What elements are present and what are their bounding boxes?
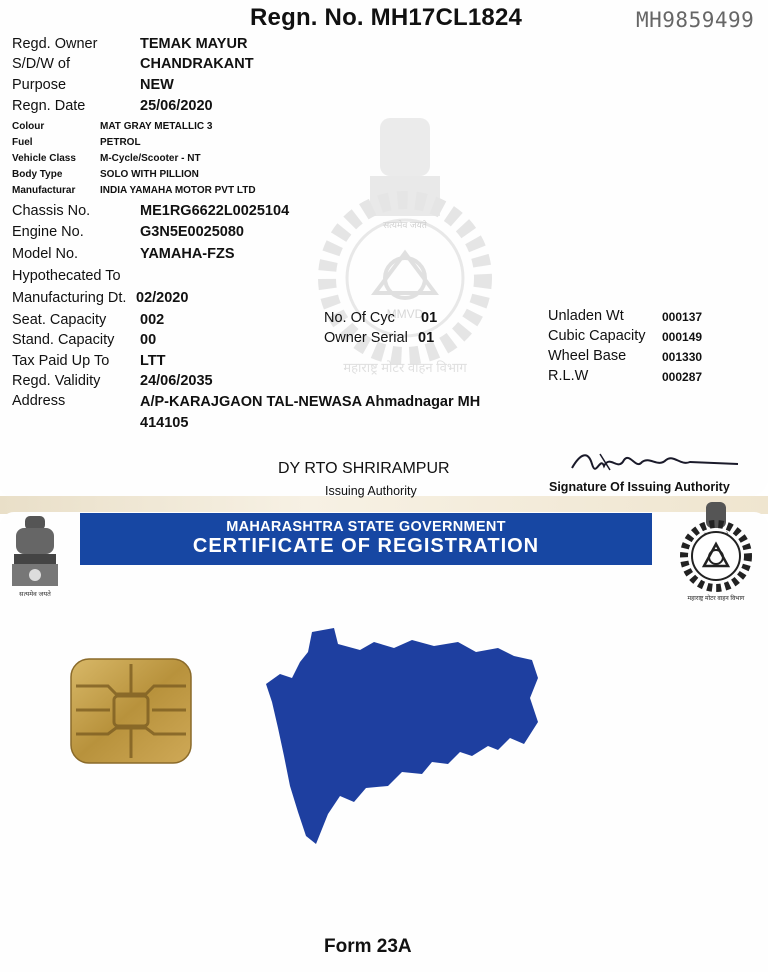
seat-capacity-value: 002 bbox=[140, 312, 165, 328]
tax-paid-value: LTT bbox=[140, 353, 166, 369]
owner-serial-value: 01 bbox=[418, 330, 435, 346]
banner-certificate-line: CERTIFICATE OF REGISTRATION bbox=[192, 535, 540, 557]
colour-value: MAT GRAY METALLIC 3 bbox=[100, 121, 213, 132]
smart-chip-icon bbox=[70, 658, 192, 764]
mmvd-watermark-icon bbox=[300, 118, 510, 388]
national-emblem-icon bbox=[6, 514, 64, 600]
validity-value: 24/06/2035 bbox=[140, 373, 213, 389]
manufacturer-label: Manufacturar bbox=[12, 185, 76, 196]
wheel-base-value: 001330 bbox=[662, 350, 703, 364]
signature-mark bbox=[570, 446, 740, 476]
issuer-name: DY RTO SHRIRAMPUR bbox=[278, 460, 450, 477]
signature-caption: Signature Of Issuing Authority bbox=[549, 480, 730, 494]
unladen-wt-value: 000137 bbox=[662, 310, 703, 324]
manufacturing-value: 02/2020 bbox=[136, 290, 189, 306]
watermark-arc-text: महाराष्ट्र मोटर वाहन विभाग bbox=[343, 360, 467, 375]
engine-value: G3N5E0025080 bbox=[140, 224, 244, 240]
relation-value: CHANDRAKANT bbox=[140, 56, 254, 72]
manufacturer-value: INDIA YAMAHA MOTOR PVT LTD bbox=[100, 185, 256, 196]
address-line1: A/P-KARAJGAON TAL-NEWASA Ahmadnagar MH bbox=[140, 394, 481, 410]
maharashtra-map-icon bbox=[262, 626, 540, 848]
cyc-value: 01 bbox=[421, 310, 438, 326]
registration-banner bbox=[80, 513, 652, 565]
purpose-label: Purpose bbox=[12, 77, 67, 93]
wheel-base-label: Wheel Base bbox=[548, 348, 627, 364]
watermark-seal-text: MMVD bbox=[386, 307, 424, 321]
rlw-label: R.L.W bbox=[548, 368, 589, 384]
validity-label: Regd. Validity bbox=[12, 373, 101, 389]
mmvd-gear-seal-icon bbox=[676, 500, 756, 604]
colour-label: Colour bbox=[12, 121, 45, 132]
owner-label: Regd. Owner bbox=[12, 36, 98, 52]
rlw-value: 000287 bbox=[662, 370, 703, 384]
form-number: Form 23A bbox=[324, 936, 412, 957]
stand-capacity-label: Stand. Capacity bbox=[12, 332, 115, 348]
stand-capacity-value: 00 bbox=[140, 332, 157, 348]
fuel-value: PETROL bbox=[100, 137, 141, 148]
chassis-value: ME1RG6622L0025104 bbox=[140, 203, 290, 219]
relation-label: S/D/W of bbox=[12, 56, 71, 72]
tax-paid-label: Tax Paid Up To bbox=[12, 353, 110, 369]
body-type-label: Body Type bbox=[12, 169, 63, 180]
cyc-label: No. Of Cyc bbox=[324, 310, 395, 326]
model-value: YAMAHA-FZS bbox=[140, 246, 235, 262]
right-emblem-arc: महाराष्ट्र मोटर वाहन विभाग bbox=[687, 596, 745, 602]
regn-date-label: Regn. Date bbox=[12, 98, 86, 114]
address-line2: 414105 bbox=[140, 415, 189, 431]
model-label: Model No. bbox=[12, 246, 79, 262]
manufacturing-label: Manufacturing Dt. bbox=[12, 290, 127, 306]
regn-date-value: 25/06/2020 bbox=[140, 98, 213, 114]
vehicle-class-value: M-Cycle/Scooter - NT bbox=[100, 153, 201, 164]
purpose-value: NEW bbox=[140, 77, 174, 93]
address-label: Address bbox=[12, 393, 66, 409]
fuel-label: Fuel bbox=[12, 137, 33, 148]
issuer-caption: Issuing Authority bbox=[325, 484, 417, 498]
cubic-capacity-label: Cubic Capacity bbox=[548, 328, 646, 344]
body-type-value: SOLO WITH PILLION bbox=[100, 169, 199, 180]
seat-capacity-label: Seat. Capacity bbox=[12, 312, 107, 328]
banner-state-line: MAHARASHTRA STATE GOVERNMENT bbox=[226, 519, 506, 535]
stamped-serial-number: MH9859499 bbox=[636, 8, 755, 32]
owner-serial-label: Owner Serial bbox=[324, 330, 408, 346]
hypothecated-label: Hypothecated To bbox=[12, 268, 121, 284]
watermark-motto: सत्यमेव जयते bbox=[383, 220, 427, 230]
registration-number-title: Regn. No. MH17CL1824 bbox=[250, 4, 523, 31]
owner-value: TEMAK MAYUR bbox=[140, 36, 248, 52]
chassis-label: Chassis No. bbox=[12, 203, 91, 219]
unladen-wt-label: Unladen Wt bbox=[548, 308, 624, 324]
cubic-capacity-value: 000149 bbox=[662, 330, 703, 344]
emblem-motto: सत्यमेव जयते bbox=[19, 591, 51, 598]
vehicle-class-label: Vehicle Class bbox=[12, 153, 76, 164]
engine-label: Engine No. bbox=[12, 224, 84, 240]
